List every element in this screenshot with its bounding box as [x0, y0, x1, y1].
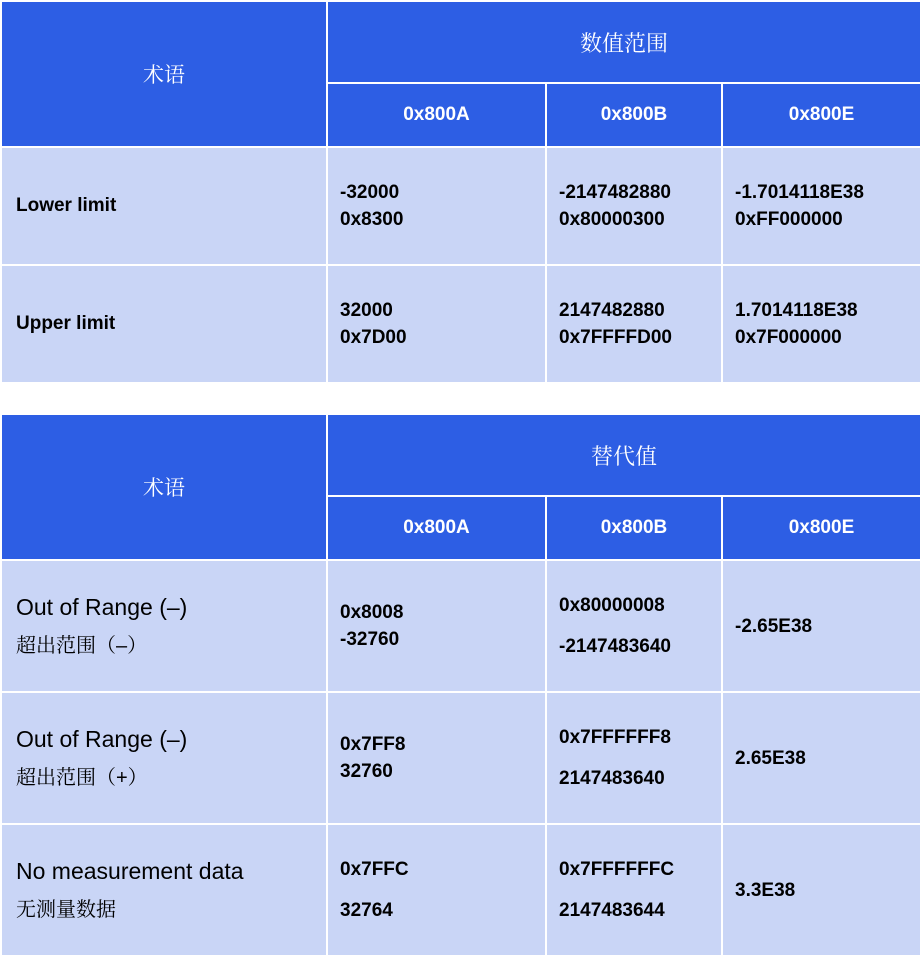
value-float: -2.65E38	[735, 615, 813, 637]
value-decimal: 32764	[340, 900, 393, 921]
code-header: 0x800B	[546, 83, 722, 147]
value-decimal: -2147483640	[559, 636, 671, 657]
value-float: 2.65E38	[735, 747, 806, 769]
row-label-en: No measurement data	[16, 858, 244, 884]
value-hex: 0x7FFFFD00	[559, 327, 672, 348]
value-hex: 0x7FFC	[340, 859, 409, 880]
row-label: Lower limit	[1, 147, 327, 265]
code-header: 0x800A	[327, 83, 546, 147]
value-decimal: 1.7014118E38	[735, 300, 858, 321]
value-cell	[327, 824, 546, 956]
row-label	[1, 824, 327, 956]
table-row	[1, 824, 920, 956]
code-header: 0x800E	[722, 496, 920, 560]
code-header: 0x800E	[722, 83, 920, 147]
value-decimal: 32760	[340, 761, 393, 782]
value-cell	[546, 265, 722, 383]
value-decimal: 32000	[340, 300, 393, 321]
row-label: Upper limit	[1, 265, 327, 383]
value-hex: 0x7F000000	[735, 327, 842, 348]
value-hex: 0x7FFFFFF8	[559, 727, 671, 748]
table-row	[1, 265, 920, 383]
value-decimal: 2147483640	[559, 768, 665, 789]
value-cell	[546, 147, 722, 265]
value-cell	[722, 824, 920, 956]
value-cell	[327, 265, 546, 383]
row-label	[1, 692, 327, 824]
value-hex: 0x8300	[340, 209, 404, 230]
value-decimal: -32760	[340, 629, 400, 650]
row-label	[1, 560, 327, 692]
value-hex: 0x7FF8	[340, 734, 406, 755]
value-hex: 0x80000300	[559, 209, 665, 230]
value-cell	[327, 560, 546, 692]
range-group-header: 数值范围	[327, 1, 920, 83]
row-label-en: Out of Range (–)	[16, 594, 188, 620]
value-cell	[722, 265, 920, 383]
value-hex: 0xFF000000	[735, 209, 843, 230]
value-cell	[546, 692, 722, 824]
value-hex: 0x7D00	[340, 327, 407, 348]
value-decimal: -32000	[340, 182, 400, 203]
code-header: 0x800A	[327, 496, 546, 560]
row-label-cn: 无测量数据	[16, 899, 116, 921]
value-decimal: 2147483644	[559, 900, 665, 921]
row-label-cn: 超出范围（+）	[16, 767, 148, 789]
value-float: 3.3E38	[735, 879, 796, 901]
value-cell	[327, 692, 546, 824]
value-decimal: -1.7014118E38	[735, 182, 864, 203]
value-hex: 0x7FFFFFFC	[559, 859, 675, 880]
value-hex: 0x80000008	[559, 595, 665, 616]
code-header: 0x800B	[546, 496, 722, 560]
value-decimal: -2147482880	[559, 182, 671, 203]
table-row	[1, 560, 920, 692]
table-row	[1, 692, 920, 824]
value-cell	[546, 824, 722, 956]
value-decimal: 2147482880	[559, 300, 665, 321]
term-header: 术语	[1, 414, 327, 560]
term-header: 术语	[1, 1, 327, 147]
range-table	[0, 0, 920, 384]
table-row	[1, 147, 920, 265]
substitute-group-header: 替代值	[327, 414, 920, 496]
row-label-en: Out of Range (–)	[16, 726, 188, 752]
value-cell	[327, 147, 546, 265]
value-cell	[546, 560, 722, 692]
value-cell	[722, 560, 920, 692]
value-hex: 0x8008	[340, 602, 404, 623]
value-cell	[722, 147, 920, 265]
row-label-cn: 超出范围（–）	[16, 635, 148, 657]
value-cell	[722, 692, 920, 824]
substitute-table	[0, 413, 920, 957]
